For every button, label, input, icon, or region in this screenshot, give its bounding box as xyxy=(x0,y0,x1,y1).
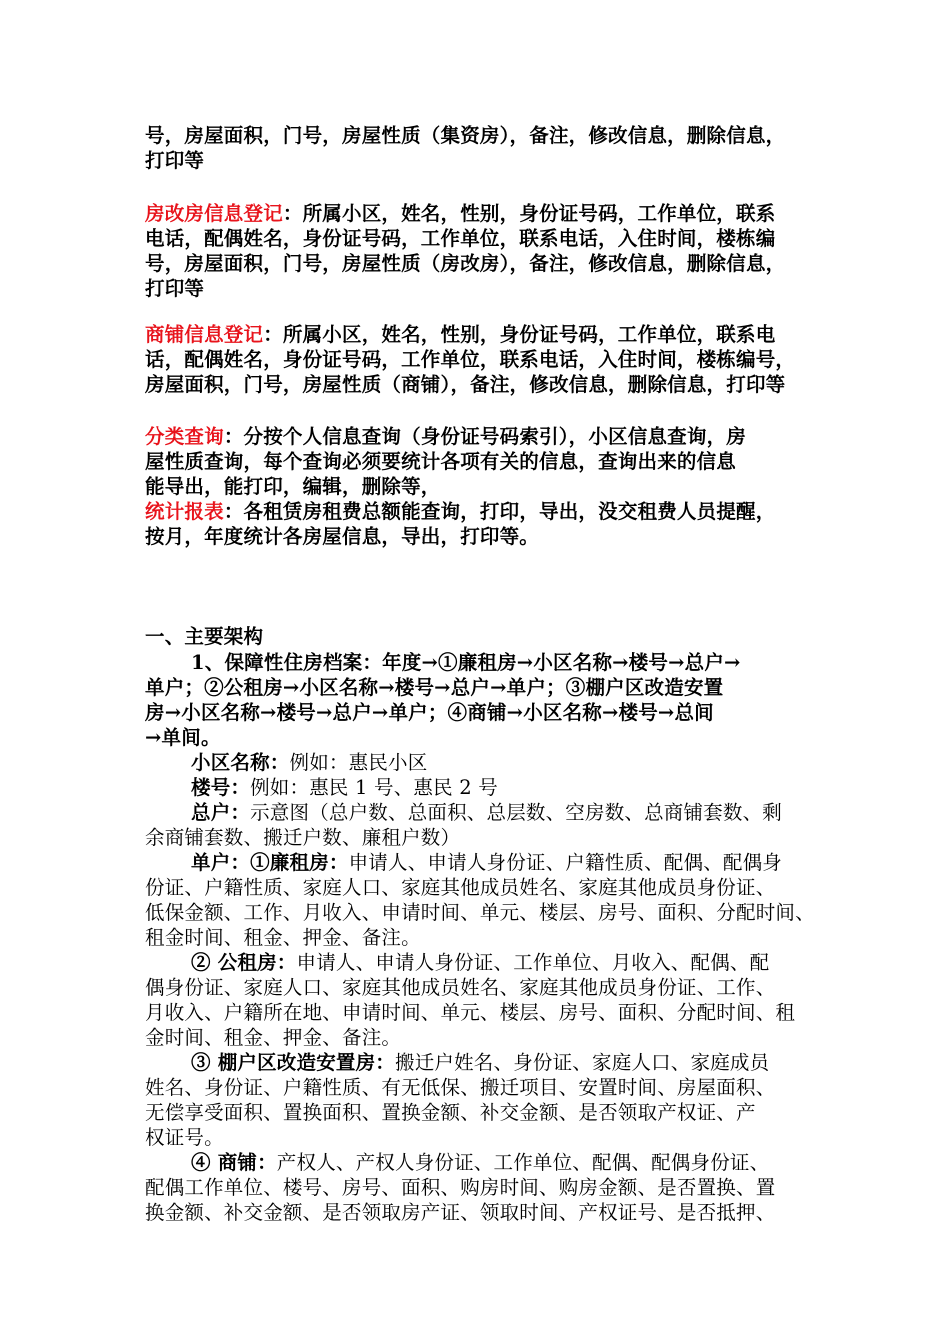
text-line: 租金时间、租金、押金、备注。 xyxy=(145,926,421,949)
text-line: 换金额、补交金额、是否领取房产证、领取时间、产权证号、是否抵押、 xyxy=(145,1201,776,1224)
low-rent-housing-label: 单户：①廉租房： xyxy=(191,851,349,874)
shop-registration-label: 商铺信息登记 xyxy=(145,323,264,346)
shop-label: ④ 商铺： xyxy=(191,1151,277,1174)
total-households-item xyxy=(145,800,815,850)
text-line: ：所属小区，姓名，性别，身份证号码，工作单位，联系 xyxy=(282,202,776,225)
text-line: 权证号。 xyxy=(145,1126,224,1149)
text-line: 房屋面积，门号，房屋性质（商铺），备注，修改信息，删除信息，打印等 xyxy=(145,373,786,396)
building-number-item xyxy=(145,775,815,800)
text-line: 无偿享受面积、置换面积、置换金额、补交金额、是否领取产权证、产 xyxy=(145,1101,756,1124)
text-line: 低保金额、工作、月收入、申请时间、单元、楼层、房号、面积、分配时间、 xyxy=(145,901,815,924)
text-line: ：分按个人信息查询（身份证号码索引），小区信息查询，房 xyxy=(223,425,746,448)
text-line: ：所属小区，姓名，性别，身份证号码，工作单位，联系电 xyxy=(263,323,776,346)
text-line: 月收入、户籍所在地、申请时间、单元、楼层、房号、面积、分配时间、租 xyxy=(145,1001,796,1024)
text-line: 搬迁户姓名、身份证、家庭人口、家庭成员 xyxy=(395,1051,770,1074)
text-line: 配偶工作单位、楼号、房号、面积、购房时间、购房金额、是否置换、置 xyxy=(145,1176,776,1199)
text-line: 偶身份证、家庭人口、家庭其他成员姓名、家庭其他成员身份证、工作、 xyxy=(145,976,776,999)
text-line: 产权人、产权人身份证、工作单位、配偶、配偶身份证、 xyxy=(276,1151,770,1174)
fanggaifang-registration xyxy=(145,201,815,301)
shop-registration xyxy=(145,322,815,397)
shantytown-resettlement-item xyxy=(145,1050,815,1150)
building-number-label: 楼号： xyxy=(191,776,251,799)
text-line: →单间。 xyxy=(145,726,221,749)
low-rent-housing-item xyxy=(145,850,815,950)
community-name-label: 小区名称： xyxy=(191,751,290,774)
shop-item xyxy=(145,1150,815,1225)
text-line: 打印等 xyxy=(145,149,205,172)
statistics-report-label: 统计报表 xyxy=(145,500,224,523)
total-households-label: 总户： xyxy=(191,801,251,824)
text-line: 单户；②公租房→小区名称→楼号→总户→单户；③棚户区改造安置 xyxy=(145,676,724,699)
statistics-report xyxy=(145,499,815,549)
text-line: 按月，年度统计各房屋信息，导出，打印等。 xyxy=(145,525,540,548)
text-line: 话，配偶姓名，身份证号码，工作单位，联系电话，入住时间，楼栋编号， xyxy=(145,348,796,371)
text-line: 申请人、申请人身份证、户籍性质、配偶、配偶身 xyxy=(348,851,783,874)
text-line: ：各租赁房租费总额能查询，打印，导出，没交租费人员提醒， xyxy=(223,500,776,523)
text-line: 号，房屋面积，门号，房屋性质（集资房），备注，修改信息，删除信息， xyxy=(145,124,786,147)
jizifang-continuation xyxy=(145,123,815,173)
category-query-label: 分类查询 xyxy=(145,425,224,448)
text-line: 姓名、身份证、户籍性质、有无低保、搬迁项目、安置时间、房屋面积、 xyxy=(145,1076,776,1099)
text-line: 号，房屋面积，门号，房屋性质（房改房），备注，修改信息，删除信息， xyxy=(145,252,786,275)
public-rental-housing-item xyxy=(145,950,815,1050)
text-line: 能导出，能打印，编辑，删除等， xyxy=(145,475,441,498)
archive-structure xyxy=(145,650,815,750)
category-query xyxy=(145,424,815,499)
fanggaifang-label: 房改房信息登记 xyxy=(145,202,283,225)
text-line: 申请人、申请人身份证、工作单位、月收入、配偶、配 xyxy=(296,951,770,974)
text-line: 房→小区名称→楼号→总户→单户；④商铺→小区名称→楼号→总间 xyxy=(145,701,714,724)
community-name-value: 例如：惠民小区 xyxy=(289,751,428,774)
text-line: 1、保障性住房档案：年度→①廉租房→小区名称→楼号→总户→ xyxy=(191,651,741,674)
text-line: 金时间、租金、押金、备注。 xyxy=(145,1026,402,1049)
building-number-value: 例如：惠民 1 号、惠民 2 号 xyxy=(250,776,498,799)
section-heading: 一、主要架构 xyxy=(145,625,264,648)
text-line: 电话，配偶姓名，身份证号码，工作单位，联系电话，入住时间，楼栋编 xyxy=(145,227,776,250)
text-line: 份证、户籍性质、家庭人口、家庭其他成员姓名、家庭其他成员身份证、 xyxy=(145,876,776,899)
public-rental-housing-label: ② 公租房： xyxy=(191,951,297,974)
text-line: 示意图（总户数、总面积、总层数、空房数、总商铺套数、剩 xyxy=(250,801,783,824)
community-name-item xyxy=(145,750,815,775)
text-line: 余商铺套数、搬迁户数、廉租户数） xyxy=(145,826,461,849)
shantytown-resettlement-label: ③ 棚户区改造安置房： xyxy=(191,1051,395,1074)
text-line: 打印等 xyxy=(145,277,205,300)
text-line: 屋性质查询，每个查询必须要统计各项有关的信息，查询出来的信息 xyxy=(145,450,737,473)
